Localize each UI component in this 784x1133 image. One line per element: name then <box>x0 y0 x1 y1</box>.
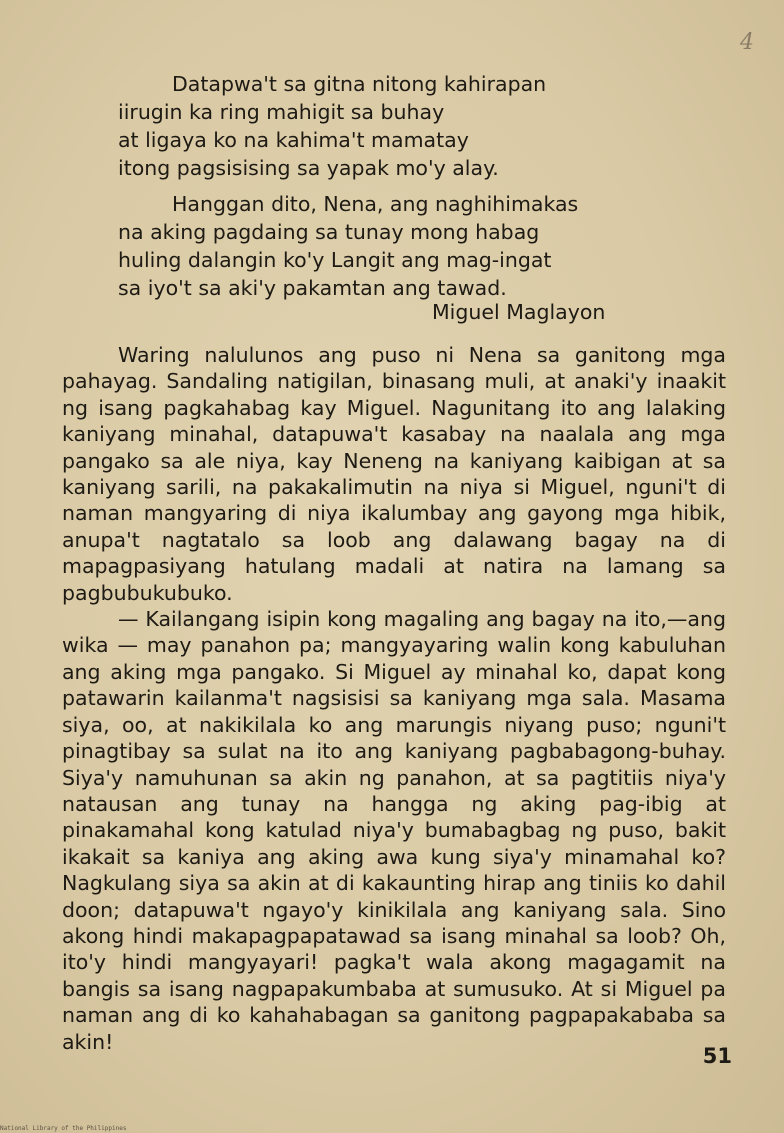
library-footer: National Library of the Philippines <box>0 1125 127 1132</box>
poem <box>118 70 638 310</box>
poem-line: Hanggan dito, Nena, ang naghihimakas <box>172 192 579 216</box>
poem-line: sa iyo't sa aki'y pakamtan ang tawad. <box>118 276 507 300</box>
poem-stanza-1 <box>118 70 638 182</box>
poem-line: Datapwa't sa gitna nitong kahirapan <box>172 72 547 96</box>
poem-line: huling dalangin ko'y Langit ang mag-ingat <box>118 248 552 272</box>
poem-stanza-2 <box>118 190 638 302</box>
page-number: 51 <box>702 1044 732 1068</box>
prose-paragraph-1: Waring nalulunos ang puso ni Nena sa ganitong mga pahayag. Sandaling natigilan, binasang muli, at anaki'y inaakit ng isang pagkahabag kay Miguel. Nagunitang ito ang lalaking kaniyang minahal, datapuwa't kasabay na naalala ang mga pangako sa ale niya, kay Neneng na kaniyang kaibigan at sa kaniyang sarili, na pakakalimutin na niya si Miguel, nguni't di naman mangyaring di niya ikalumbay ang gayong mga hibik, anupa't nagtatalo sa loob ang dalawang bagay na di mapagpasiyang hatulang madali at natira na lamang sa pagbubukubuko. <box>62 343 726 605</box>
poem-line: itong pagsisising sa yapak mo'y alay. <box>118 156 499 180</box>
poem-line: at ligaya ko na kahima't mamatay <box>118 128 469 152</box>
poem-signature: Miguel Maglayon <box>432 300 606 324</box>
prose-body <box>62 342 726 1055</box>
prose-paragraph-2: — Kailangang isipin kong magaling ang bagay na ito,—ang wika — may panahon pa; mangyayaring walin kong kabuluhan ang aking mga pangako. Si Miguel ay minahal ko, dapat kong patawarin kailanma't nagsisisi sa kaniyang mga sala. Masama siya, oo, at nakikilala ko ang marungis niyang puso; nguni't pinagtibay sa sulat na ito ang kaniyang pagbabagong-buhay. Siya'y namuhunan sa akin ng panahon, at sa pagtitiis niya'y natausan ang tunay na hangga ng aking pag-ibig at pinakamahal kong katulad niya'y bumabagbag ng puso, bakit ikakait sa kaniya ang aking awa kung siya'y minamahal ko? Nagkulang siya sa akin at di kakaunting hirap ang tiniis ko dahil doon; datapuwa't ngayo'y kinikilala ang kaniyang sala. Sino akong hindi makapagpapatawad sa isang minahal sa loob? Oh, ito'y hindi mangyayari! pagka't wala akong magagamit na bangis sa isang nagpapakumbaba at sumusuko. At si Miguel pa naman ang di ko kahahabagan sa ganitong pagpapakababa sa akin! <box>62 607 726 1054</box>
poem-line: na aking pagdaing sa tunay mong habag <box>118 220 540 244</box>
poem-line: iirugin ka ring mahigit sa buhay <box>118 100 445 124</box>
corner-pencil-mark: 4 <box>740 30 754 55</box>
